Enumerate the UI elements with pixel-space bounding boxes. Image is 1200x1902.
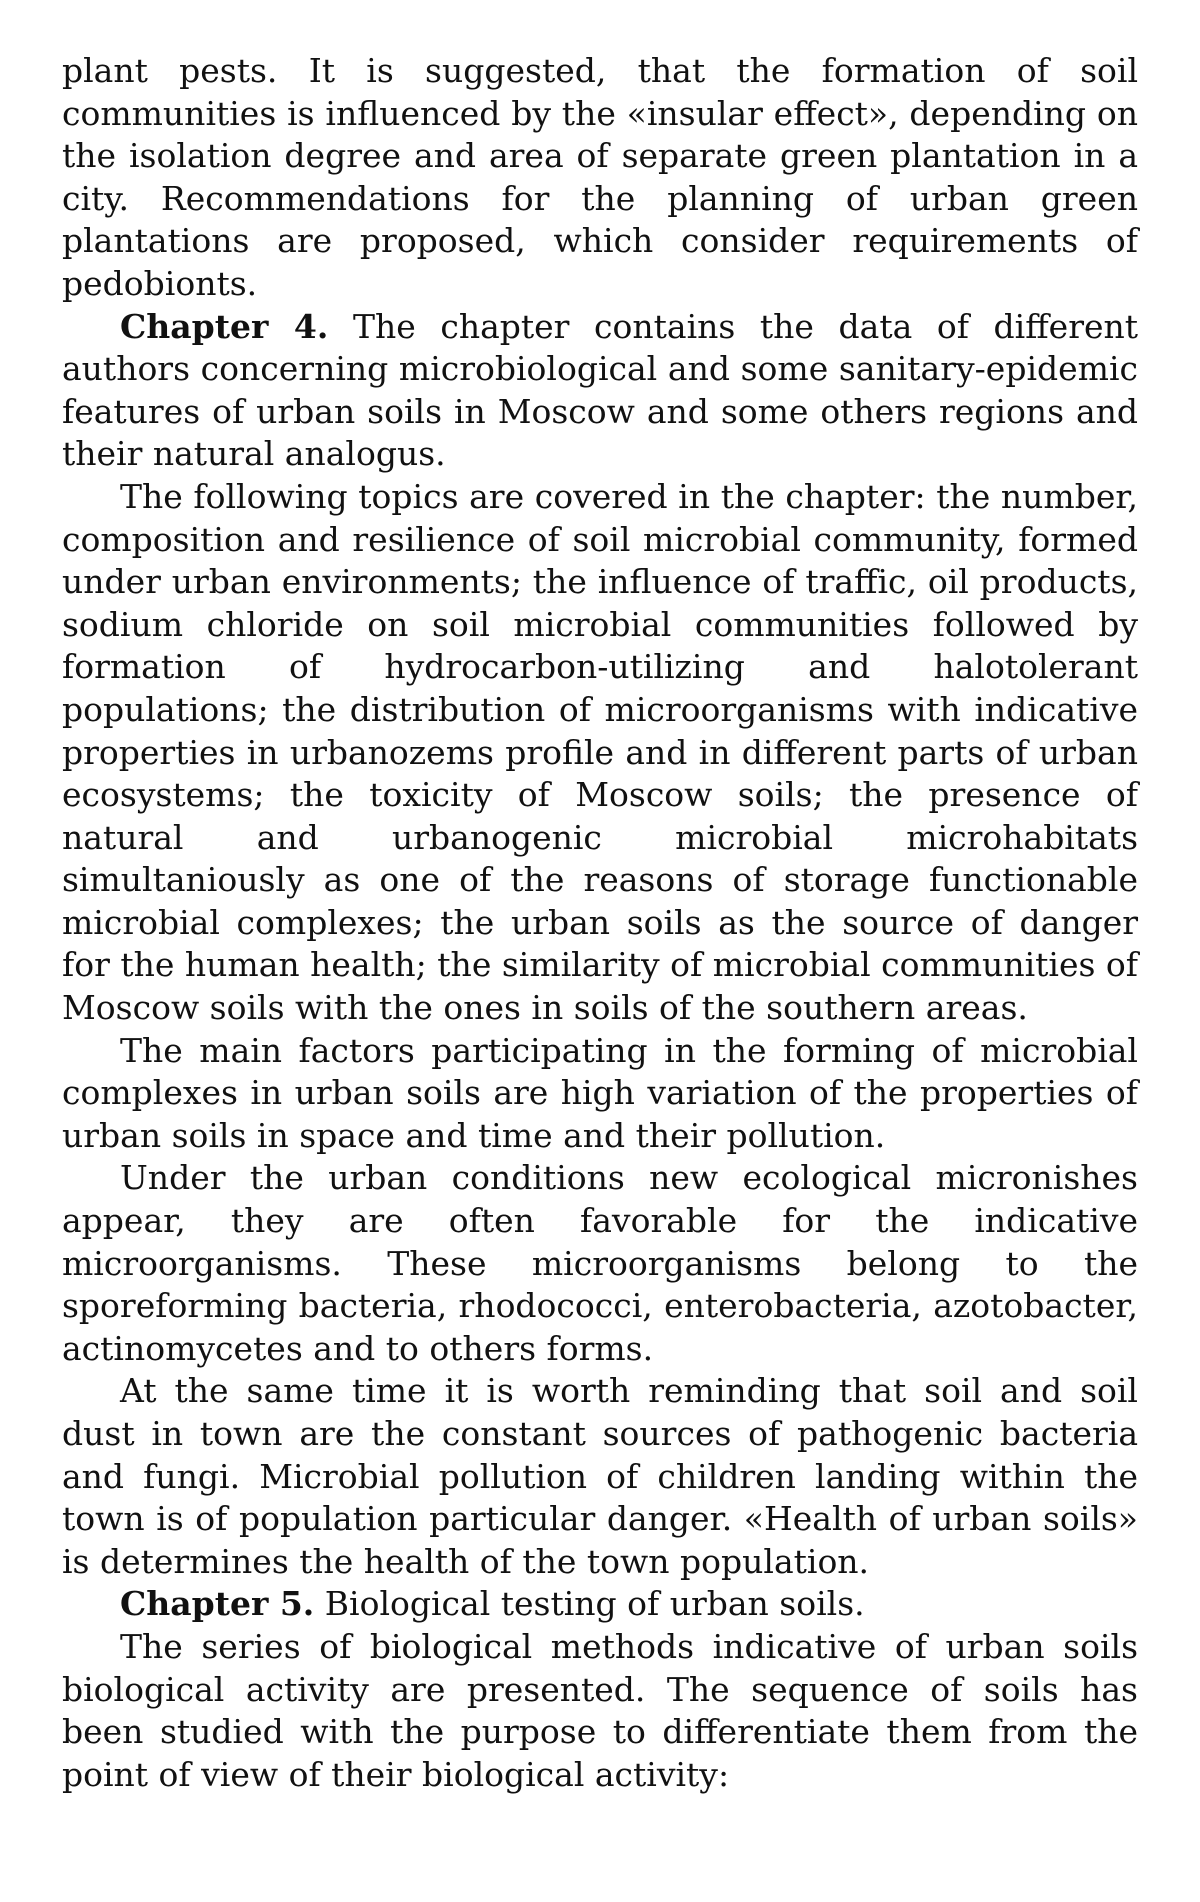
micronishes-paragraph: Under the urban conditions new ecological micronishes appear, they are often favorable for the indicative microorganisms. These microorganisms belong to the sporeforming bacteria, rhodococci, enterobacteria, azotobacter, actinomycetes and to others forms. xyxy=(62,1158,1138,1368)
methods-paragraph: The series of biological methods indicative of urban soils biological activity are presented. The sequence of soils has been studied with the purpose to differentiate them from the point of view of their biological activity: xyxy=(62,1626,1138,1794)
chapter-4-label: Chapter 4. xyxy=(120,306,329,346)
dust-paragraph: At the same time it is worth reminding that soil and soil dust in town are the constant sources of pathogenic bacteria and fungi. Microbial pollution of children landing within the town is of population particular danger. «Health of urban soils» is determines the health of the town population. xyxy=(62,1371,1138,1581)
chapter-5-paragraph xyxy=(62,1583,1138,1626)
chapter-5-text: Biological testing of urban soils. xyxy=(314,1584,865,1624)
document-page xyxy=(62,50,1138,1796)
topics-paragraph: The following topics are covered in the chapter: the number, composition and resilience of soil microbial community, formed under urban environments; the influence of traffic, oil products, sodium chloride on soil microbial communities followed by formation of hydrocarbon-utilizing and halotolerant populations; the distribution of microorganisms with indicative properties in urbanozems profile and in different parts of urban ecosystems; the toxicity of Moscow soils; the presence of natural and urbanogenic microbial microhabitats simultaniously as one of the reasons of storage functionable microbial complexes; the urban soils as the source of danger for the human health; the similarity of microbial communities of Moscow soils with the ones in soils of the southern areas. xyxy=(62,476,1138,1028)
factors-paragraph: The main factors participating in the forming of microbial complexes in urban soils are high variation of the properties of urban soils in space and time and their pollution. xyxy=(62,1030,1138,1155)
intro-paragraph: plant pests. It is suggested, that the formation of soil communities is influenced by the «insular effect», depending on the isolation degree and area of separate green plantation in a city. Recommendations for the planning of urban green plantations are proposed, which consider requirements of pedobionts. xyxy=(62,51,1138,303)
chapter-4-paragraph xyxy=(62,306,1138,476)
chapter-5-label: Chapter 5. xyxy=(120,1584,315,1624)
chapter-4-text: The chapter contains the data of different authors concerning microbiological and some sanitary-epidemic features of urban soils in Moscow and some others regions and their natural analogus. xyxy=(62,306,1139,474)
